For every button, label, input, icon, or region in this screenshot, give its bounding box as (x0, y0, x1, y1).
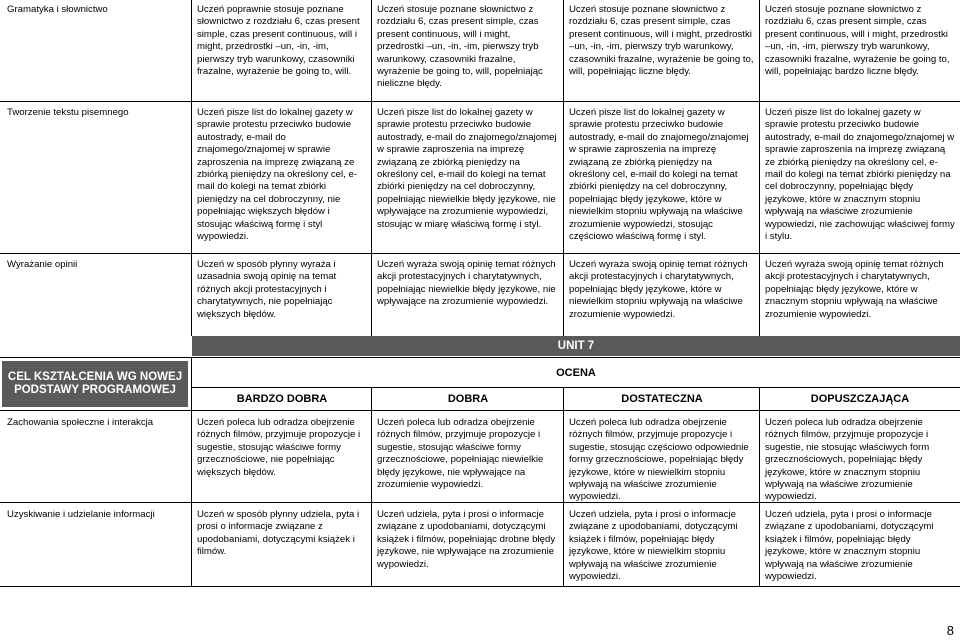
row4-dobra: Uczeń poleca lub odradza obejrzenie różnych filmów, przyjmuje propozycje i sugestie, stosując właściwe formy grzecznościowe, popełniając niewielkie błędy językowe, nie wpływające na zrozumienie wypowiedzi. (377, 417, 544, 491)
row2-bardzo-dobra: Uczeń pisze list do lokalnej gazety w sprawie protestu przeciwko budowie autostrady, e-mail do znajomego/znajomej w sprawie zaproszenia na imprezę związaną ze zbiórką pieniędzy na określony cel, e-mail do kolegi na temat zbiórki pieniędzy na cel dobroczynny, nie popełniając większych błędów i stosując właściwą formę i styl wypowiedzi. (197, 107, 357, 243)
row4-bardzo-dobra: Uczeń poleca lub odradza obejrzenie różnych filmów, przyjmuje propozycje i sugestie, stosując właściwe formy grzecznościowe, nie popełniając większych błędów. (197, 417, 361, 478)
row5-dostateczna: Uczeń udziela, pyta i prosi o informacje związane z upodobaniami, dotyczącymi książek i filmów, popełniając błędy językowe, które w niewielkim stopniu wpływają na właściwe zrozumienie wypowiedzi. (569, 509, 738, 583)
ocena-header: OCENA (556, 367, 596, 379)
row1-dostateczna: Uczeń stosuje poznane słownictwo z rozdziału 6, czas present simple, czas present continuous, will i might, przedrostki –un, -in, -im, pierwszy tryb warunkowy, czasowniki frazalne, wyrażenie be going to, will, popełniając liczne błędy. (569, 4, 754, 78)
row5-label: Uzyskiwanie i udzielanie informacji (7, 509, 155, 520)
col-divider (563, 0, 564, 336)
row3-bardzo-dobra: Uczeń w sposób płynny wyraża i uzasadnia swoją opinię na temat różnych akcji protestacyjnych i charytatywnych, nie popełniając większych błędów. (197, 259, 337, 320)
row5-dobra: Uczeń udziela, pyta i prosi o informacje związane z upodobaniami, dotyczącymi książek i filmów, popełniając drobne błędy językowe, nie wpływające na zrozumienie wypowiedzi. (377, 509, 556, 570)
header-bottom-border (0, 410, 960, 411)
col-divider (191, 357, 192, 587)
row-divider (0, 502, 960, 503)
row1-dopuszczajaca: Uczeń stosuje poznane słownictwo z rozdziału 6, czas present simple, czas present continuous, will i might, przedrostki –un, -in, -im, pierwszy tryb warunkowy, czasowniki frazalne, wyrażenie be going to, will, popełniając bardzo liczne błędy. (765, 4, 950, 78)
row-divider (0, 253, 960, 254)
row2-dopuszczajaca: Uczeń pisze list do lokalnej gazety w sprawie protestu przeciwko budowie autostrady, e-mail do znajomego/znajomej w sprawie zaproszenia na imprezę związaną ze zbiórką pieniędzy na określony cel, e-mail do kolegi na temat zbiórki pieniędzy na cel dobroczynny, popełniając błędy językowe, które w znacznym stopniu wpływają na właściwe zrozumienie wypowiedzi, nie zachowując właściwej formy i stylu. (765, 107, 955, 243)
row3-dobra: Uczeń wyraża swoją opinię temat różnych akcji protestacyjnych i charytatywnych, popełniając niewielkie błędy językowe, nie wpływające na zrozumienie wypowiedzi. (377, 259, 556, 308)
grade-dobra: DOBRA (447, 393, 489, 405)
grade-dopuszczajaca: DOPUSZCZAJĄCA (810, 393, 910, 405)
row3-label: Wyrażanie opinii (7, 259, 78, 270)
row2-dobra: Uczeń pisze list do lokalnej gazety w sprawie protestu przeciwko budowie autostrady, e-mail do znajomego/znajomej w sprawie zaproszenia na imprezę związaną ze zbiórką pieniędzy na określony cel, e-mail do kolegi na temat zbiórki pieniędzy na cel dobroczynny, popełniając niewielkie błędy językowe, nie wpływające na zrozumienie wypowiedzi, stosując w miarę właściwą formę i styl. (377, 107, 557, 230)
col-divider (563, 387, 564, 587)
col-divider (191, 0, 192, 336)
row3-dopuszczajaca: Uczeń wyraża swoją opinię temat różnych akcji protestacyjnych i charytatywnych, popełniając błędy językowe, które w znacznym stopniu wpływają na właściwe zrozumienie wypowiedzi. (765, 259, 944, 320)
row4-dopuszczajaca: Uczeń poleca lub odradza obejrzenie różnych filmów, przyjmuje propozycje i sugestie, nie stosując właściwych form grzecznościowych, popełniając błędy językowe, które w znacznym stopniu wpływają na właściwe zrozumienie wypowiedzi. (765, 417, 930, 503)
unit-title: UNIT 7 (192, 336, 960, 356)
row2-label: Tworzenie tekstu pisemnego (7, 107, 129, 118)
grade-bardzo-dobra: BARDZO DOBRA (236, 393, 328, 405)
cel-ksztalcenia-header: CEL KSZTAŁCENIA WG NOWEJ PODSTAWY PROGRAMOWEJ (2, 361, 188, 407)
row1-dobra: Uczeń stosuje poznane słownictwo z rozdziału 6, czas present simple, czas present continuous, will i might, przedrostki –un, -in, -im, pierwszy tryb warunkowy, czasowniki frazalne, wyrażenie be going to, will, popełniając nieliczne błędy. (377, 4, 543, 90)
row4-dostateczna: Uczeń poleca lub odradza obejrzenie różnych filmów, przyjmuje propozycje i sugestie, stosując częściowo odpowiednie formy grzecznościowe, popełniając błędy językowe, które w niewielkim stopniu wpływają na właściwe zrozumienie wypowiedzi. (569, 417, 749, 503)
table-bottom-border (0, 586, 960, 587)
col-divider (371, 387, 372, 587)
row2-dostateczna: Uczeń pisze list do lokalnej gazety w sprawie protestu przeciwko budowie autostrady, e-mail do znajomego/znajomej w sprawie zaproszenia na imprezę związaną ze zbiórką pieniędzy na określony cel, e-mail do kolegi na temat zbiórki pieniędzy na cel dobroczynny, popełniając błędy językowe, które w niewielkim stopniu wpływają na właściwe zrozumienie wypowiedzi, stosując częściowo właściwą formę i styl. (569, 107, 749, 243)
row1-bardzo-dobra: Uczeń poprawnie stosuje poznane słownictwo z rozdziału 6, czas present simple, czas present continuous, will i might, przedrostki –un, -in, -im, pierwszy tryb warunkowy, czasowniki frazalne, wyrażenie be going to, will. (197, 4, 360, 78)
row4-label: Zachowania społeczne i interakcja (7, 417, 154, 428)
row3-dostateczna: Uczeń wyraża swoją opinię temat różnych akcji protestacyjnych i charytatywnych, popełniając błędy językowe, które w niewielkim stopniu wpływają na właściwe zrozumienie wypowiedzi. (569, 259, 748, 320)
col-divider (371, 0, 372, 336)
row5-dopuszczajaca: Uczeń udziela, pyta i prosi o informacje związane z upodobaniami, dotyczącymi książek i filmów, popełniając błędy językowe, które w znacznym stopniu wpływają na właściwe zrozumienie wypowiedzi. (765, 509, 934, 583)
row-divider (0, 101, 960, 102)
page-number: 8 (946, 623, 954, 638)
col-divider (759, 0, 760, 336)
row5-bardzo-dobra: Uczeń w sposób płynny udziela, pyta i prosi o informacje związane z upodobaniami, dotyczącymi książek i filmów. (197, 509, 360, 558)
grade-dostateczna: DOSTATECZNA (621, 393, 703, 405)
col-divider (759, 387, 760, 587)
row1-label: Gramatyka i słownictwo (7, 4, 108, 15)
